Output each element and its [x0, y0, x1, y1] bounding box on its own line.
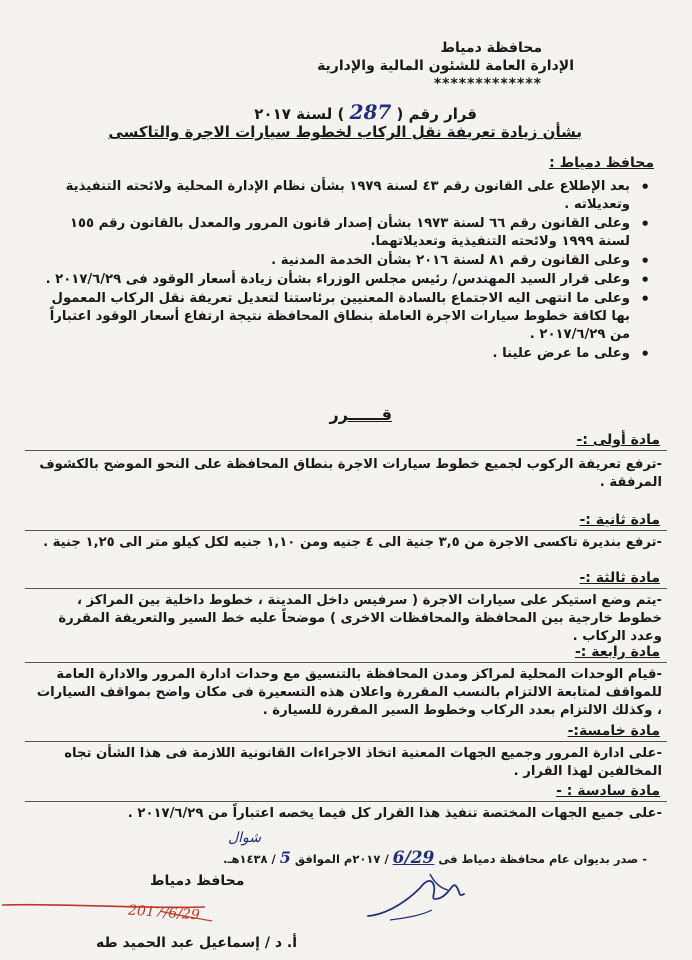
handwritten-month: شوال [228, 830, 262, 846]
issued-text: - صدر بديوان عام محافظة دمياط فى [438, 852, 647, 866]
article-2-text: -ترفع بنديرة تاكسى الاجرة من ٣,٥ جنية الى ٤ جنيه ومن ١,١٠ جنيه لكل كيلو متر الى ١,٢٥ جنية . [43, 535, 662, 550]
issued-year: / ٢٠١٧م الموافق [294, 852, 389, 866]
issued-hijri-year: / ١٤٣٨هـ. [223, 852, 276, 866]
article-6-text: -على جميع الجهات المختصة تنفيذ هذا القرار كل فيما يخصه اعتباراً من ٢٠١٧/٦/٢٩ . [127, 806, 662, 821]
divider [25, 450, 667, 451]
divider [25, 662, 667, 663]
decision-title [254, 100, 477, 124]
preamble-list [42, 178, 652, 364]
issued-line [223, 848, 647, 868]
article-1-text: -ترفع تعريفة الركوب لجميع خطوط سيارات الاجرة بنطاق المحافظة على النحو الموضح بالكشوف المرفقة . [39, 457, 662, 490]
preamble-item: • وعلى القانون رقم ٨١ لسنة ٢٠١٦ بشأن الخدمة المدنية . [42, 252, 652, 270]
preamble-item: • وعلى ما عرض علينا . [42, 345, 652, 363]
divider [25, 801, 667, 802]
article-2-title: مادة ثانية :- [579, 512, 660, 528]
article-5-title: مادة خامسة:- [567, 723, 660, 739]
red-signature-line [0, 895, 220, 925]
divider [25, 530, 667, 531]
handwritten-date: 6/29 [392, 848, 435, 868]
preamble-item: • بعد الإطلاع على القانون رقم ٤٣ لسنة ١٩٧٩ بشأن نظام الإدارة المحلية ولائحته التنفيذية وتعديلاته . [42, 178, 652, 214]
signature-scribble [360, 868, 470, 928]
handwritten-hijri-day: 5 [279, 848, 291, 867]
preamble-item: • وعلى ما انتهى اليه الاجتماع بالسادة المعنيين برئاستنا لتعديل تعريفة نقل الركاب المعمول بها لكافة خطوط سيارات الاجرة العاملة بنطاق المحافظة نتيجة ارتفاع أسعار الوقود اعتباراً من ٢٠١٧/٦/٢٩ . [42, 290, 652, 344]
governorate-header: محافظة دمياط [440, 40, 542, 56]
decision-subject: بشأن زيادة تعريفة نقل الركاب لخطوط سيارات الاجرة والتاكسى [108, 123, 582, 141]
divider [25, 588, 667, 589]
divider [25, 741, 667, 742]
preamble-title: محافظ دمياط : [549, 155, 654, 171]
article-3-title: مادة ثالثة :- [579, 570, 660, 586]
stars-divider: ************* [433, 76, 542, 92]
article-5-text: -على ادارة المرور وجميع الجهات المعنية اتخاذ الاجراءات القانونية اللازمة فى هذا الشأن تجاه المخالفين لهذا القرار . [64, 746, 662, 779]
decree-heading: قــــــرر [329, 405, 392, 424]
preamble-item: • وعلى القانون رقم ٦٦ لسنة ١٩٧٣ بشأن إصدار قانون المرور والمعدل بالقانون رقم ١٥٥ لسنة ١٩٩٩ ولائحته التنفيذية وتعديلاتهما. [42, 215, 652, 251]
article-1-title: مادة أولى :- [576, 432, 660, 448]
signatory-name: أ. د / إسماعيل عبد الحميد طه [96, 935, 298, 951]
decision-prefix: قرار رقم ( [396, 105, 477, 123]
red-handwritten-date: 2017/6/29 [127, 902, 201, 924]
decision-year: ) لسنة ٢٠١٧ [254, 105, 345, 123]
department-header: الإدارة العامة للشئون المالية والإدارية [317, 58, 574, 74]
signatory-title: محافظ دمياط [150, 873, 245, 889]
preamble-item: • وعلى قرار السيد المهندس/ رئيس مجلس الوزراء بشأن زيادة أسعار الوقود فى ٢٠١٧/٦/٢٩ . [42, 271, 652, 289]
article-4-text: -قيام الوحدات المحلية لمراكز ومدن المحافظة بالتنسيق مع وحدات ادارة المرور والادارة العامة للمواقف لمتابعة الالتزام بالنسب المقررة واعلان هذه التسعيرة فى مكان واضح بمواقف السيارات ، وكذلك الالتزام بعدد الركاب وخطوط السير المقررة للسيارة . [36, 667, 662, 718]
article-6-title: مادة سادسة : - [556, 783, 660, 799]
article-3-text: -يتم وضع استيكر على سيارات الاجرة ( سرفيس داخل المدينة ، خطوط داخلية بين المراكز ، خطوط خارجية بين المحافظة والمحافظات الاخرى ) موضحاً عليه خط السير والتعريفة المقررة وعدد الركاب . [58, 593, 662, 644]
decision-number: 287 [349, 100, 392, 124]
article-4-title: مادة رابعة :- [574, 644, 660, 660]
